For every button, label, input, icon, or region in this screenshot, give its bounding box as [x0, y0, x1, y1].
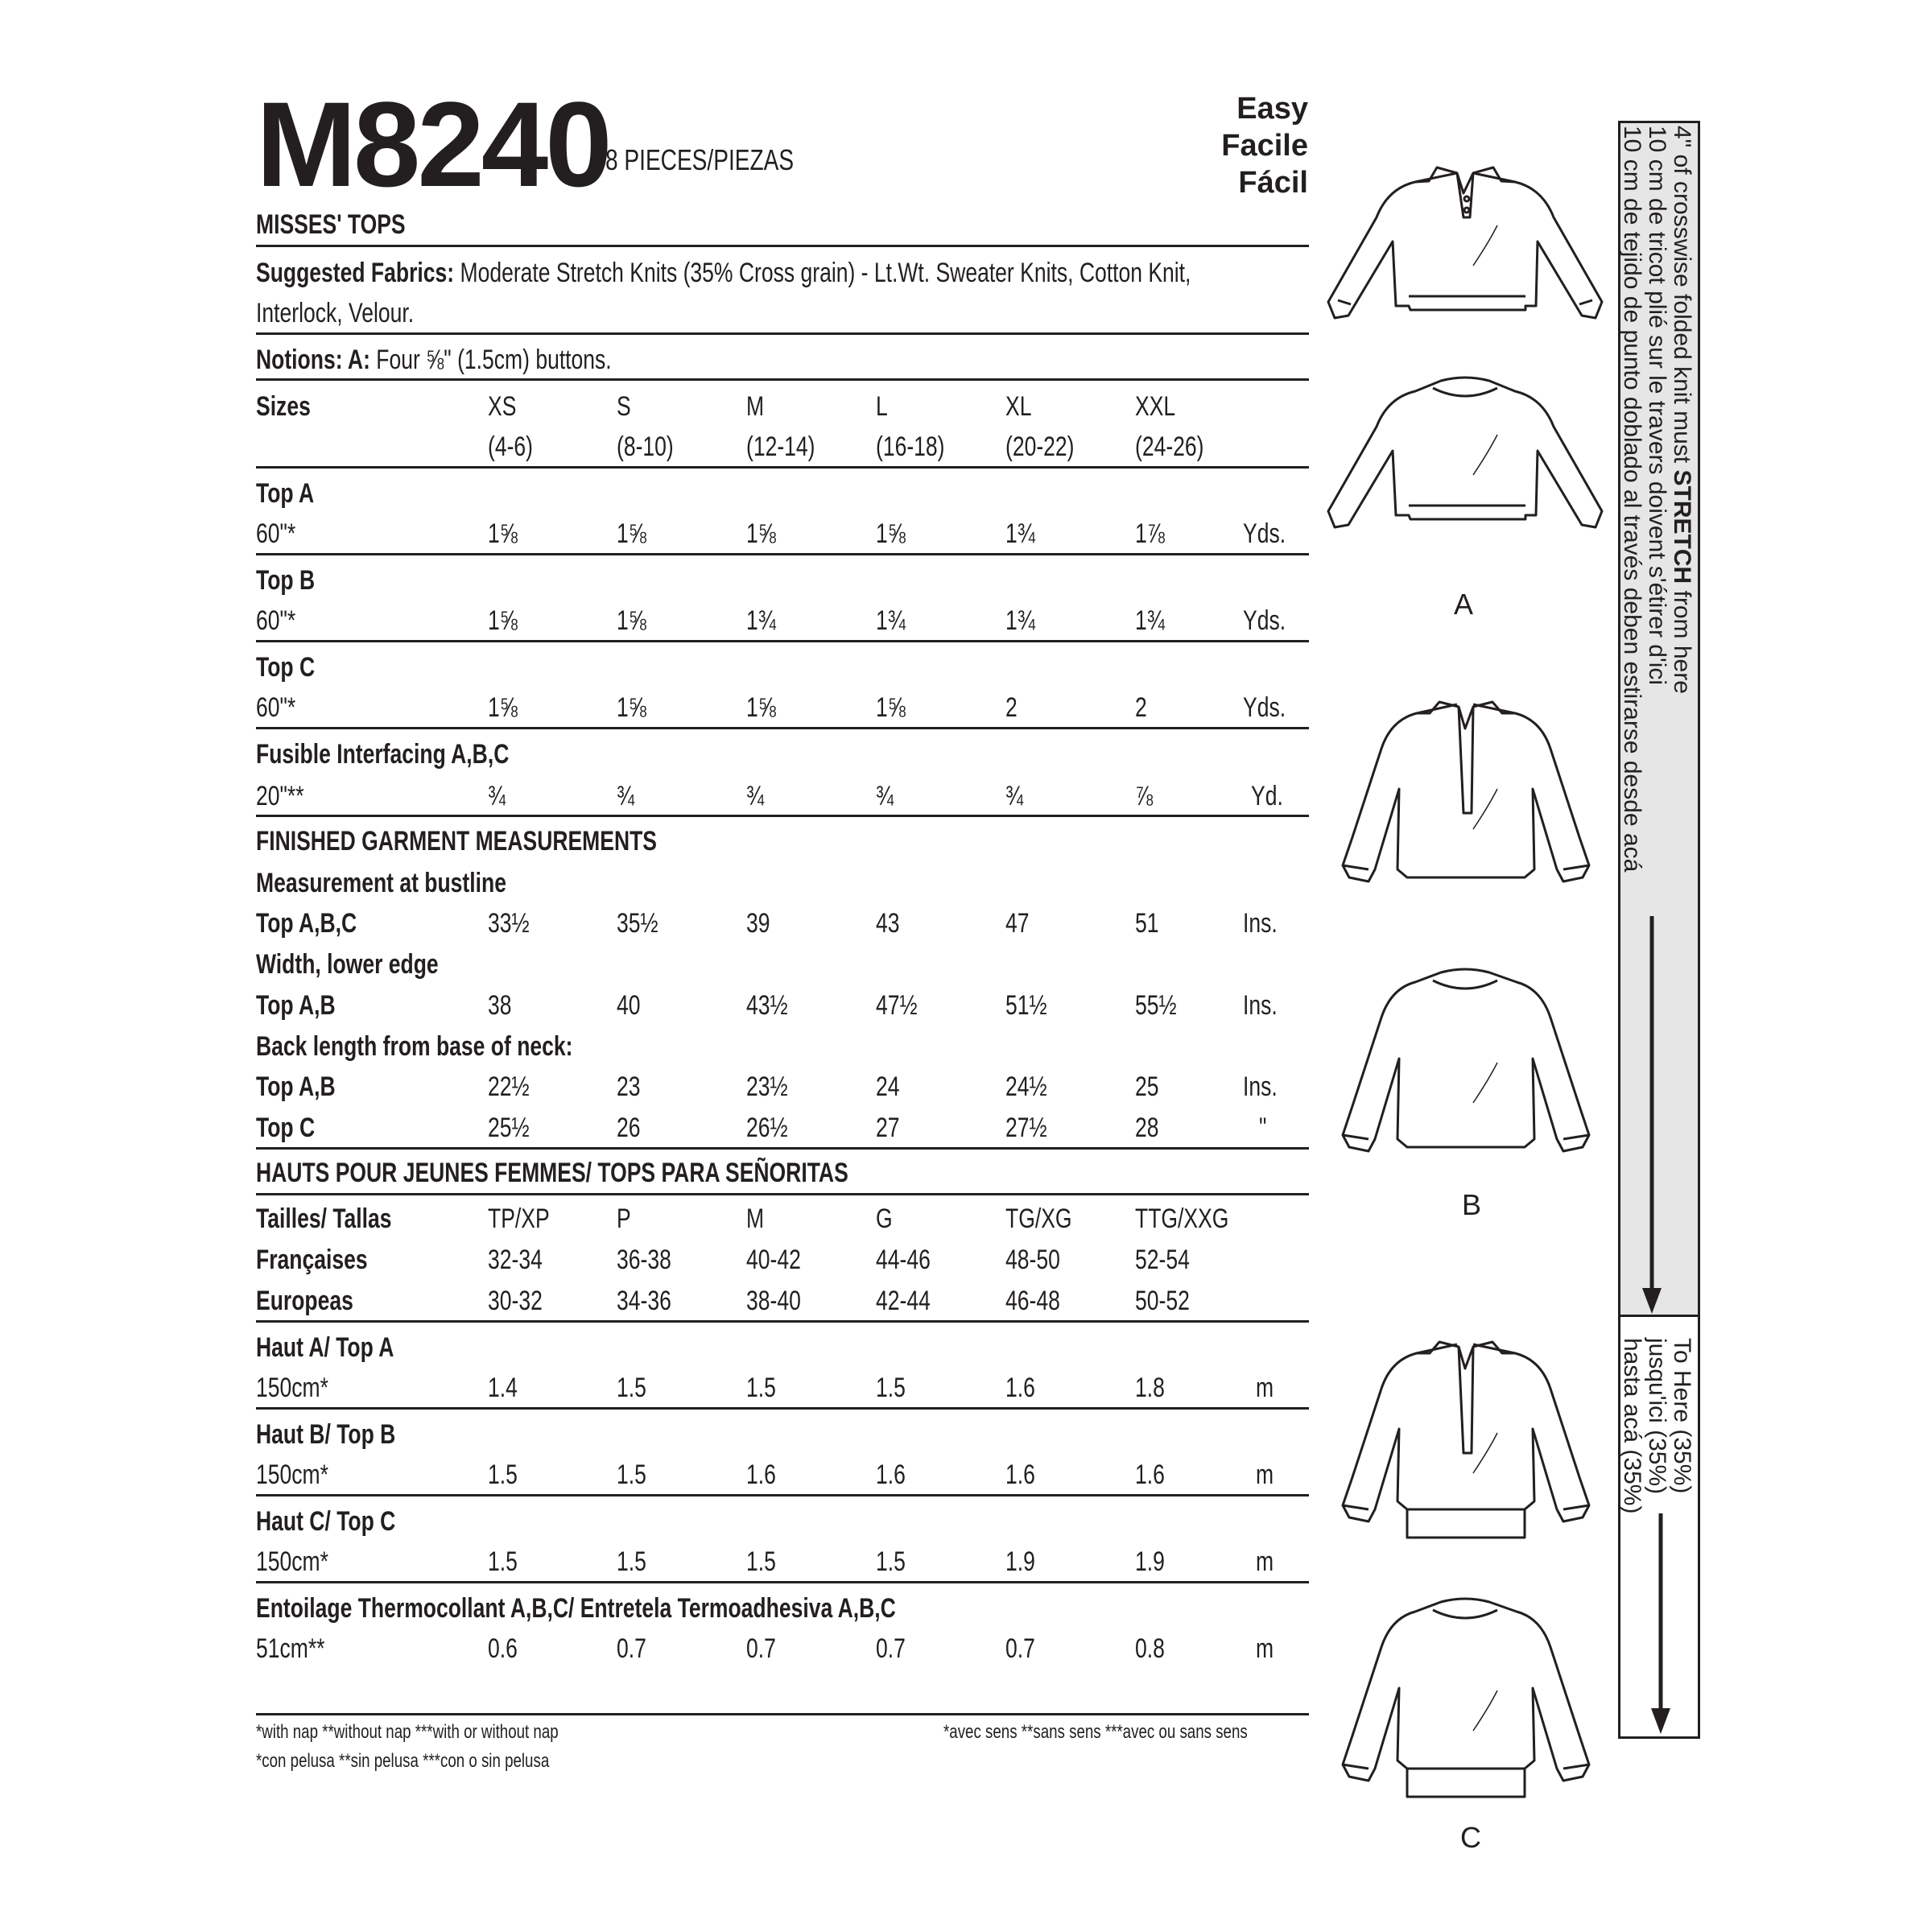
stretch-text-c: from here [1669, 584, 1695, 694]
yardage-cell: 1¾ [876, 605, 906, 636]
length-row-label: Top A,B [256, 1071, 336, 1102]
metric-cell: 1.6 [1005, 1459, 1035, 1490]
european-size-cell: 30-32 [488, 1286, 543, 1316]
size-cell: XL [1005, 391, 1032, 422]
divider [256, 553, 1309, 555]
yardage-cell: ¾ [1005, 781, 1024, 811]
metric-row-width: 150cm* [256, 1373, 328, 1403]
metric-cell: 1.5 [617, 1459, 646, 1490]
metric-cell: 1.6 [1005, 1373, 1035, 1403]
length-cell: 24½ [1005, 1071, 1047, 1102]
french-size-cell: 32-34 [488, 1245, 543, 1275]
metric-cell: 0.7 [1005, 1633, 1035, 1664]
metric-cell: 1.9 [1005, 1546, 1035, 1577]
metric-unit: m [1256, 1546, 1274, 1577]
yardage-cell: ¾ [746, 781, 765, 811]
yardage-cell: 1⅝ [488, 605, 518, 636]
view-a-label: A [1454, 588, 1474, 621]
arrow-down-icon [1651, 1513, 1670, 1734]
size-cell: XXL [1135, 391, 1176, 422]
yardage-cell: ⅞ [1135, 781, 1154, 811]
view-a-back-drawing [1328, 378, 1602, 527]
french-sizes-label: Françaises [256, 1245, 368, 1275]
width-cell: 38 [488, 990, 512, 1021]
metric-cell: 1.5 [488, 1459, 518, 1490]
metric-cell: 1.5 [488, 1546, 518, 1577]
width-row-label: Top A,B [256, 990, 336, 1021]
yardage-width: 60"* [256, 518, 296, 549]
metric-cell: 1.6 [1135, 1459, 1165, 1490]
width-cell: 40 [617, 990, 641, 1021]
divider [256, 1581, 1309, 1583]
notions-text: Four ⅝" (1.5cm) buttons. [376, 345, 612, 375]
bust-cell: 35½ [617, 908, 658, 939]
metric-cell: 1.5 [876, 1373, 906, 1403]
metric-row-title: Entoilage Thermocollant A,B,C/ Entretela Termoadhesiva A,B,C [256, 1593, 896, 1624]
metric-cell: 0.7 [876, 1633, 906, 1664]
size-cell: XS [488, 391, 517, 422]
size-cell: S [617, 391, 631, 422]
metric-row-width: 150cm* [256, 1546, 328, 1577]
width-cell: 55½ [1135, 990, 1177, 1021]
width-cell: 51½ [1005, 990, 1047, 1021]
stretch-end-es: hasta acá (35%) [1619, 1338, 1645, 1514]
yardage-cell: ¾ [488, 781, 506, 811]
divider [256, 815, 1309, 817]
yardage-cell: 2 [1005, 692, 1018, 723]
length-cell: 25½ [488, 1113, 530, 1143]
size-range: (4-6) [488, 431, 534, 462]
length-cell: 25 [1135, 1071, 1159, 1102]
piece-count: 8 PIECES/PIEZAS [605, 143, 795, 176]
divider [256, 332, 1309, 335]
metric-cell: 1.5 [746, 1373, 776, 1403]
metric-cell: 1.9 [1135, 1546, 1165, 1577]
pattern-number: M8240 [256, 76, 609, 212]
yardage-cell: 1¾ [1005, 605, 1035, 636]
bust-cell: 47 [1005, 908, 1030, 939]
metric-cell: 1.6 [876, 1459, 906, 1490]
metric-title: HAUTS POUR JEUNES FEMMES/ TOPS PARA SEÑORITAS [256, 1158, 848, 1188]
yardage-cell: ¾ [617, 781, 635, 811]
metric-sizes-label: Tailles/ Tallas [256, 1203, 392, 1234]
metric-cell: 0.7 [746, 1633, 776, 1664]
french-size-cell: 40-42 [746, 1245, 801, 1275]
french-size-cell: 52-54 [1135, 1245, 1190, 1275]
yardage-unit: Yds. [1243, 605, 1286, 636]
yardage-width: 20"** [256, 781, 304, 811]
fabrics-label: Suggested Fabrics: [256, 258, 455, 288]
divider [256, 1193, 1309, 1195]
stretch-arrows [1618, 121, 1700, 1739]
bust-label: Measurement at bustline [256, 868, 506, 898]
footnote-english: *with nap **without nap ***with or without nap [256, 1721, 559, 1743]
metric-row-width: 51cm** [256, 1633, 325, 1664]
yardage-unit: Yds. [1243, 692, 1286, 723]
yardage-cell: 2 [1135, 692, 1147, 723]
length-row-label: Top C [256, 1113, 316, 1143]
yardage-cell: 1¾ [746, 605, 776, 636]
fabrics-line-2: Interlock, Velour. [256, 298, 415, 328]
french-size-cell: 36-38 [617, 1245, 671, 1275]
fabrics-line-1 [256, 259, 1191, 287]
length-cell: 23 [617, 1071, 641, 1102]
divider [256, 640, 1309, 642]
metric-cell: 1.5 [876, 1546, 906, 1577]
metric-cell: 0.7 [617, 1633, 646, 1664]
metric-cell: 0.8 [1135, 1633, 1165, 1664]
width-cell: 47½ [876, 990, 918, 1021]
metric-row-width: 150cm* [256, 1459, 328, 1490]
length-cell: 28 [1135, 1113, 1159, 1143]
divider [256, 1147, 1309, 1150]
divider [256, 378, 1309, 381]
metric-size-cell: P [617, 1203, 631, 1234]
metric-unit: m [1256, 1459, 1274, 1490]
bust-cell: 51 [1135, 908, 1159, 939]
bust-cell: 33½ [488, 908, 530, 939]
stretch-text-a: 4" of crosswise folded knit must [1669, 126, 1695, 470]
view-c-back-drawing [1343, 1599, 1589, 1797]
metric-cell: 1.5 [617, 1546, 646, 1577]
size-cell: M [746, 391, 765, 422]
european-size-cell: 34-36 [617, 1286, 671, 1316]
stretch-instruction-es: 10 cm de tejido de punto doblado al través deben estirarse desde acá [1619, 126, 1645, 873]
notions [256, 346, 612, 374]
length-label: Back length from base of neck: [256, 1031, 573, 1062]
divider [256, 727, 1309, 729]
yardage-cell: 1¾ [1135, 605, 1165, 636]
metric-unit: m [1256, 1633, 1274, 1664]
size-range: (24-26) [1135, 431, 1204, 462]
metric-size-cell: M [746, 1203, 765, 1234]
difficulty-en: Easy [1236, 92, 1308, 126]
metric-size-cell: TG/XG [1005, 1203, 1072, 1234]
metric-size-cell: TP/XP [488, 1203, 550, 1234]
length-cell: 27 [876, 1113, 900, 1143]
divider [256, 1494, 1309, 1496]
yardage-cell: 1⅝ [876, 692, 906, 723]
european-size-cell: 46-48 [1005, 1286, 1060, 1316]
metric-cell: 1.8 [1135, 1373, 1165, 1403]
stretch-emphasis: STRETCH [1669, 469, 1695, 584]
view-b-front-drawing [1343, 702, 1589, 881]
yardage-title: Top C [256, 652, 316, 683]
european-size-cell: 50-52 [1135, 1286, 1190, 1316]
sizes-label: Sizes [256, 391, 311, 422]
length-unit: " [1259, 1113, 1267, 1143]
size-range: (12-14) [746, 431, 815, 462]
yardage-unit: Yds. [1243, 518, 1286, 549]
footnote-spanish: *con pelusa **sin pelusa ***con o sin pelusa [256, 1750, 550, 1772]
yardage-cell: 1⅞ [1135, 518, 1165, 549]
yardage-cell: 1⅝ [746, 692, 776, 723]
yardage-cell: 1⅝ [617, 605, 646, 636]
divider [256, 466, 1309, 469]
yardage-cell: 1⅝ [876, 518, 906, 549]
divider [256, 245, 1309, 247]
divider [256, 1407, 1309, 1410]
length-cell: 23½ [746, 1071, 788, 1102]
length-cell: 26 [617, 1113, 641, 1143]
stretch-end-en: To Here (35%) [1669, 1338, 1695, 1494]
width-unit: Ins. [1243, 990, 1278, 1021]
length-unit: Ins. [1243, 1071, 1278, 1102]
width-label: Width, lower edge [256, 949, 439, 980]
yardage-title: Fusible Interfacing A,B,C [256, 739, 510, 770]
metric-unit: m [1256, 1373, 1274, 1403]
metric-cell: 0.6 [488, 1633, 518, 1664]
view-b-label: B [1462, 1188, 1482, 1221]
metric-cell: 1.4 [488, 1373, 518, 1403]
yardage-cell: 1⅝ [488, 692, 518, 723]
european-size-cell: 38-40 [746, 1286, 801, 1316]
french-size-cell: 48-50 [1005, 1245, 1060, 1275]
yardage-cell: 1⅝ [746, 518, 776, 549]
size-range: (16-18) [876, 431, 945, 462]
length-cell: 27½ [1005, 1113, 1047, 1143]
divider [256, 1320, 1309, 1323]
bust-row-label: Top A,B,C [256, 908, 357, 939]
yardage-cell: 1⅝ [617, 518, 646, 549]
bust-cell: 39 [746, 908, 770, 939]
difficulty-label [1221, 90, 1308, 201]
width-cell: 43½ [746, 990, 788, 1021]
view-a-front-drawing [1328, 167, 1602, 318]
yardage-title: Top B [256, 565, 316, 596]
european-sizes-label: Europeas [256, 1286, 353, 1316]
european-size-cell: 42-44 [876, 1286, 931, 1316]
yardage-cell: 1⅝ [488, 518, 518, 549]
difficulty-es: Fácil [1238, 166, 1308, 200]
stretch-end-fr: jusqu'ici (35%) [1644, 1338, 1670, 1495]
view-b-back-drawing [1343, 969, 1589, 1151]
divider [256, 1713, 1309, 1715]
size-range: (20-22) [1005, 431, 1075, 462]
size-cell: L [876, 391, 888, 422]
stretch-instruction-fr: 10 cm de tricot plié sur le travers doivent s'étirer d'ici [1644, 126, 1670, 686]
metric-row-title: Haut A/ Top A [256, 1332, 394, 1363]
metric-size-cell: G [876, 1203, 893, 1234]
metric-size-cell: TTG/XXG [1135, 1203, 1229, 1234]
yardage-unit: Yd. [1251, 781, 1283, 811]
length-cell: 24 [876, 1071, 900, 1102]
notions-label: Notions: A: [256, 345, 370, 375]
arrow-down-icon [1642, 916, 1662, 1314]
difficulty-fr: Facile [1221, 129, 1308, 163]
metric-cell: 1.5 [617, 1373, 646, 1403]
yardage-width: 60"* [256, 692, 296, 723]
length-cell: 26½ [746, 1113, 788, 1143]
fabrics-text-1: Moderate Stretch Knits (35% Cross grain) - Lt.Wt. Sweater Knits, Cotton Knit, [460, 258, 1191, 288]
footnote-french: *avec sens **sans sens ***avec ou sans sens [943, 1721, 1248, 1743]
view-c-front-drawing [1343, 1342, 1589, 1538]
length-cell: 22½ [488, 1071, 530, 1102]
yardage-width: 60"* [256, 605, 296, 636]
metric-row-title: Haut C/ Top C [256, 1506, 396, 1537]
garment-illustrations [1320, 105, 1610, 1835]
french-size-cell: 44-46 [876, 1245, 931, 1275]
view-c-label: C [1460, 1821, 1481, 1854]
yardage-cell: 1¾ [1005, 518, 1035, 549]
yardage-title: Top A [256, 478, 315, 509]
measurements-title: FINISHED GARMENT MEASUREMENTS [256, 826, 658, 857]
metric-cell: 1.6 [746, 1459, 776, 1490]
yardage-cell: ¾ [876, 781, 894, 811]
metric-row-title: Haut B/ Top B [256, 1419, 396, 1450]
pattern-title: MISSES' TOPS [256, 209, 406, 240]
bust-unit: Ins. [1243, 908, 1278, 939]
size-range: (8-10) [617, 431, 674, 462]
metric-cell: 1.5 [746, 1546, 776, 1577]
yardage-cell: 1⅝ [617, 692, 646, 723]
bust-cell: 43 [876, 908, 900, 939]
